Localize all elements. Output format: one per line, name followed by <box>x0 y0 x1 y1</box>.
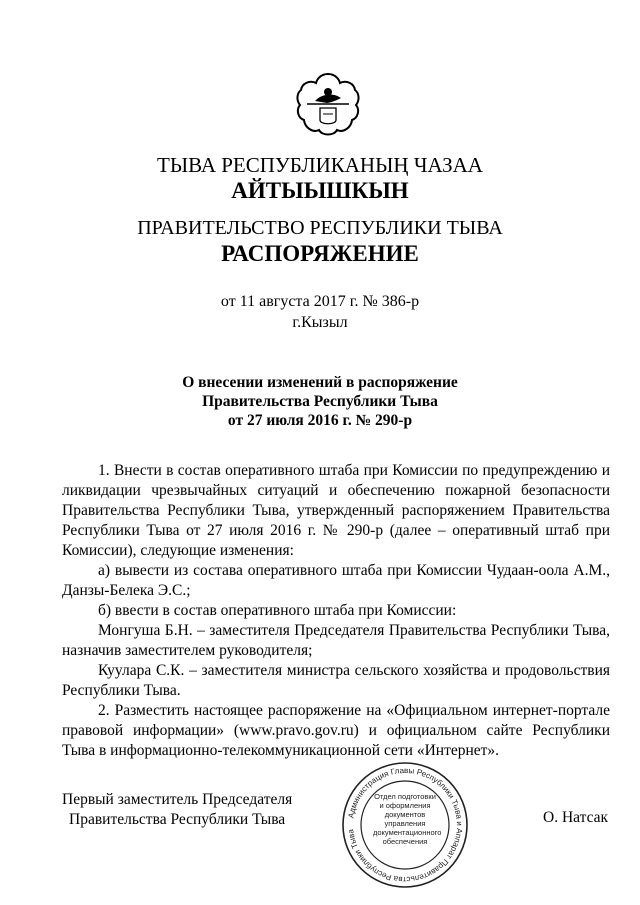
paragraph-1b-item-1: Монгуша Б.Н. – заместителя Председателя Правительства Республики Тыва, назначив заместителем руководителя; <box>62 622 610 659</box>
document-type-title: РАСПОРЯЖЕНИЕ <box>221 241 419 266</box>
paragraph-1: 1. Внести в состав оперативного штаба при Комиссии по предупреждению и ликвидации чрезвычайных ситуаций и обеспечению пожарной безопасности Правительства Республики Тыва, утвержденный распоряжением Правительства Республики Тыва от 27 июля 2016 г. № 290-р (далее – оперативный штаб при Комиссии), следующие изменения: <box>62 462 610 559</box>
stamp-inner-text: Отдел подготовки и оформления документов управления документационного обеспечения <box>373 792 442 846</box>
subject-line-1: О внесении изменений в распоряжение <box>182 374 458 391</box>
subject-line-3: от 27 июля 2016 г. № 290-р <box>227 412 413 429</box>
header-government: ПРАВИТЕЛЬСТВО РЕСПУБЛИКИ ТЫВА <box>137 217 503 239</box>
paragraph-1b: б) ввести в состав оперативного штаба при Комиссии: <box>98 602 457 619</box>
paragraph-1b-item-2: Куулара С.К. – заместителя министра сельского хозяйства и продовольствия Республики Тыва. <box>62 662 610 699</box>
header-tuvan-document-type: АЙТЫЫШКЫН <box>231 178 409 203</box>
coat-of-arms-emblem <box>293 70 363 140</box>
document-body <box>62 461 610 761</box>
header-tuvan-government: ТЫВА РЕСПУБЛИКАНЫҢ ЧАЗАА <box>157 153 483 177</box>
svg-text:Администрация Главы Республики: Администрация Главы Республики Тыва и Аппарат Правительства Республики Тыва <box>346 765 465 885</box>
signatory-position-line-1: Первый заместитель Председателя <box>62 791 293 808</box>
signatory-position <box>62 790 292 830</box>
paragraph-1a: а) вывести из состава оперативного штаба при Комиссии Чудаан-оола А.М., Данзы-Белека Э.С.; <box>62 562 610 599</box>
paragraph-2: 2. Разместить настоящее распоряжение на «Официальном интернет-портале правовой информации» (www.pravo.gov.ru) и официальном сайте Республики Тыва в информационно-телекоммуникационной сети «Интернет». <box>62 702 610 759</box>
subject-line-2: Правительства Республики Тыва <box>202 393 438 410</box>
date-number: от 11 августа 2017 г. № 386-р <box>220 293 420 310</box>
signatory-name: О. Натсак <box>543 809 609 826</box>
signatory-position-line-2: Правительства Республики Тыва <box>69 811 286 828</box>
city: г.Кызыл <box>292 314 348 331</box>
